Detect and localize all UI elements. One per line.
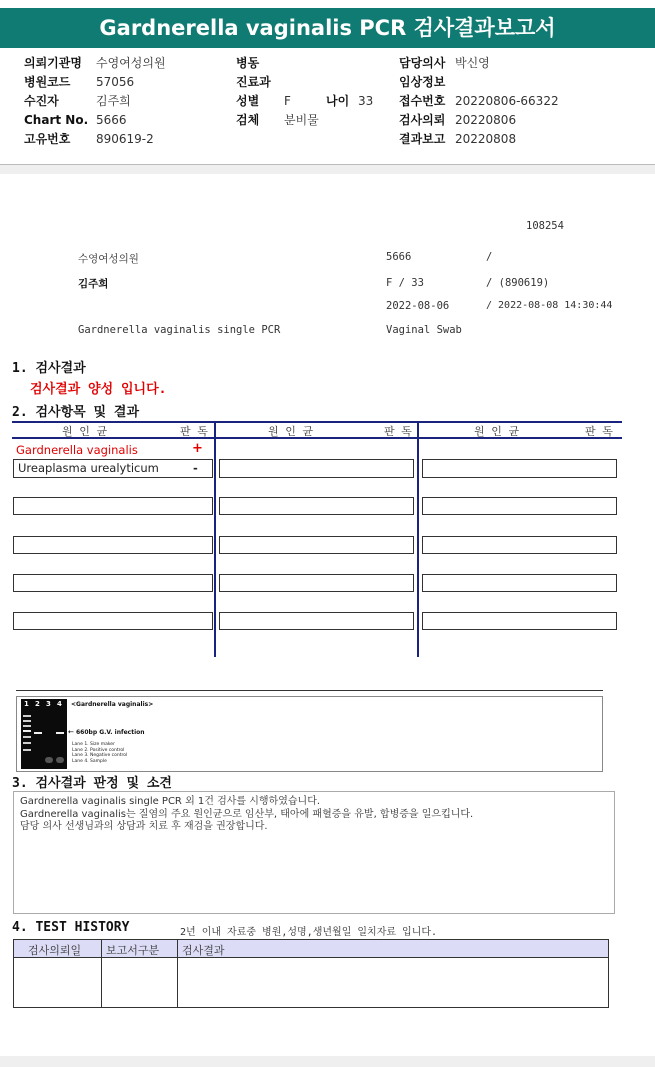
empty-cell [219, 459, 414, 478]
gel-sample-band [56, 732, 64, 734]
table-col-divider-2 [417, 421, 419, 657]
sex-label: 성별 [236, 94, 260, 108]
gel-positive-band [34, 732, 42, 734]
gel-ladder-band [23, 725, 31, 727]
history-header-row [14, 940, 608, 958]
opinion-text [20, 796, 614, 834]
gel-ladder-band [23, 730, 31, 732]
header-col1 [24, 54, 166, 149]
table-col-divider-1 [214, 421, 216, 657]
age-value: 33 [358, 94, 374, 108]
section1-result: 검사결과 양성 입니다. [30, 382, 167, 397]
col-header-result-2: 판 독 [384, 425, 412, 438]
pathogen-name-gardnerella: Gardnerella vaginalis [16, 443, 138, 457]
gel-legend-item: Lane 1. Size maker [72, 742, 115, 747]
specimen-label: 검체 [236, 113, 260, 127]
empty-cell [13, 612, 213, 630]
col-header-pathogen-2: 원 인 균 [268, 425, 314, 438]
patient-label: 수진자 [24, 94, 59, 108]
gel-arrow-icon: ← [68, 728, 74, 736]
gel-top-rule [16, 690, 603, 691]
opinion-line: 담당 의사 선생님과의 상담과 치료 후 재검을 권장합니다. [20, 821, 268, 832]
gel-ladder-band [23, 720, 31, 722]
unique-id-label: 고유번호 [24, 132, 71, 146]
hospital-value: 수영여성의원 [96, 56, 166, 70]
specimen-value: 분비물 [284, 113, 319, 127]
doctor-label: 담당의사 [399, 56, 446, 70]
empty-cell [422, 536, 617, 554]
gel-lane-2-label: 2 [35, 700, 40, 708]
gel-ladder-band [23, 742, 31, 744]
empty-cell [13, 574, 213, 592]
gel-legend-item: Lane 4. Sample [72, 758, 107, 764]
doctor-value: 박신영 [455, 56, 490, 70]
gel-legend [72, 742, 127, 764]
empty-cell [219, 536, 414, 554]
chart-no-value: 5666 [96, 113, 127, 127]
hospital-label: 의뢰기관명 [24, 56, 82, 70]
opinion-line: Gardnerella vaginalis single PCR 외 1건 검사를 시행하였습니다. [20, 796, 321, 807]
report-title: Gardnerella vaginalis PCR 검사결과보고서 [0, 8, 655, 48]
empty-cell [219, 497, 414, 515]
col-header-pathogen-3: 원 인 균 [474, 425, 520, 438]
col-header-pathogen-1: 원 인 균 [62, 425, 108, 438]
request-date-value: 20220806 [455, 113, 517, 127]
info-chart: 5666 [386, 251, 412, 263]
gel-legend-item: Lane 2. Positive control [72, 747, 125, 753]
unique-id-value: 890619-2 [96, 132, 154, 146]
sex-value: F [284, 94, 291, 108]
hospital-code-label: 병원코드 [24, 75, 71, 89]
pathogen-result-gardnerella: + [192, 441, 203, 456]
history-col-request-date: 검사의뢰일 [28, 944, 82, 957]
request-date-label: 검사의뢰 [399, 113, 446, 127]
receipt-no-value: 20220806-66322 [455, 94, 559, 108]
empty-cell [219, 612, 414, 630]
ward-label: 병동 [236, 56, 260, 70]
history-col-report-type: 보고서구분 [106, 944, 160, 957]
info-clinic: 수영여성의원 [78, 253, 139, 265]
header-col3 [399, 54, 559, 149]
empty-cell [422, 459, 617, 478]
info-specimen: Vaginal Swab [386, 324, 462, 336]
empty-cell [422, 497, 617, 515]
department-label: 진료과 [236, 75, 271, 89]
info-patient: 김주희 [78, 278, 109, 290]
gel-ladder-band [23, 715, 31, 717]
header-shade [0, 165, 655, 174]
gel-lane-4-label: 4 [57, 700, 62, 708]
section3-heading: 3. 검사결과 판정 및 소견 [12, 776, 172, 791]
empty-cell [13, 497, 213, 515]
info-report-datetime: / 2022-08-08 14:30:44 [486, 300, 613, 311]
report-id: 108254 [526, 220, 564, 232]
history-table [13, 939, 609, 1008]
empty-cell [422, 574, 617, 592]
header-col2 [236, 54, 373, 130]
info-sex-age: F / 33 [386, 277, 424, 289]
pathogen-result-ureaplasma: - [193, 461, 198, 475]
report-date-label: 결과보고 [399, 132, 446, 146]
empty-cell [422, 612, 617, 630]
chart-no-label: Chart No. [24, 113, 89, 127]
section2-heading: 2. 검사항목 및 결과 [12, 405, 140, 420]
patient-value: 김주희 [96, 94, 131, 108]
age-label: 나이 [326, 94, 350, 108]
pathogen-row-ureaplasma [13, 459, 213, 478]
gel-ladder-band [23, 736, 31, 738]
gel-ladder-band [23, 749, 31, 751]
gel-primer-dimer [56, 757, 64, 763]
section4-heading: 4. TEST HISTORY [12, 920, 130, 935]
info-chart-sep: / [486, 251, 493, 263]
info-request-date: 2022-08-06 [386, 300, 450, 312]
empty-cell [13, 536, 213, 554]
report-date-value: 20220808 [455, 132, 517, 146]
clinical-info-label: 임상정보 [399, 75, 446, 89]
footer-shade [0, 1056, 655, 1067]
history-note: 2년 이내 자료중 병원,성명,생년월일 일치자료 입니다. [180, 927, 438, 938]
info-birth: / (890619) [486, 277, 550, 289]
history-col-divider [177, 940, 178, 1007]
opinion-line: Gardnerella vaginalis는 질염의 주요 원인균으로 임산부, 태아에 패혈증을 유발, 합병증을 일으킵니다. [20, 808, 474, 820]
gel-band-label: 660bp G.V. infection [76, 729, 145, 736]
pathogen-name-ureaplasma: Ureaplasma urealyticum [18, 461, 159, 475]
info-test-name: Gardnerella vaginalis single PCR [78, 324, 281, 336]
hospital-code-value: 57056 [96, 75, 135, 89]
col-header-result-1: 판 독 [180, 425, 208, 438]
gel-primer-dimer [45, 757, 53, 763]
col-header-result-3: 판 독 [585, 425, 613, 438]
gel-title: <Gardnerella vaginalis> [71, 701, 154, 708]
gel-image [21, 699, 67, 769]
history-col-divider [101, 940, 102, 1007]
history-col-result: 검사결과 [182, 944, 225, 957]
gel-lane-1-label: 1 [24, 700, 29, 708]
receipt-no-label: 접수번호 [399, 94, 446, 108]
gel-lane-3-label: 3 [46, 700, 51, 708]
empty-cell [219, 574, 414, 592]
gel-legend-item: Lane 3. Negative control [72, 753, 128, 758]
section1-heading: 1. 검사결과 [12, 361, 86, 376]
